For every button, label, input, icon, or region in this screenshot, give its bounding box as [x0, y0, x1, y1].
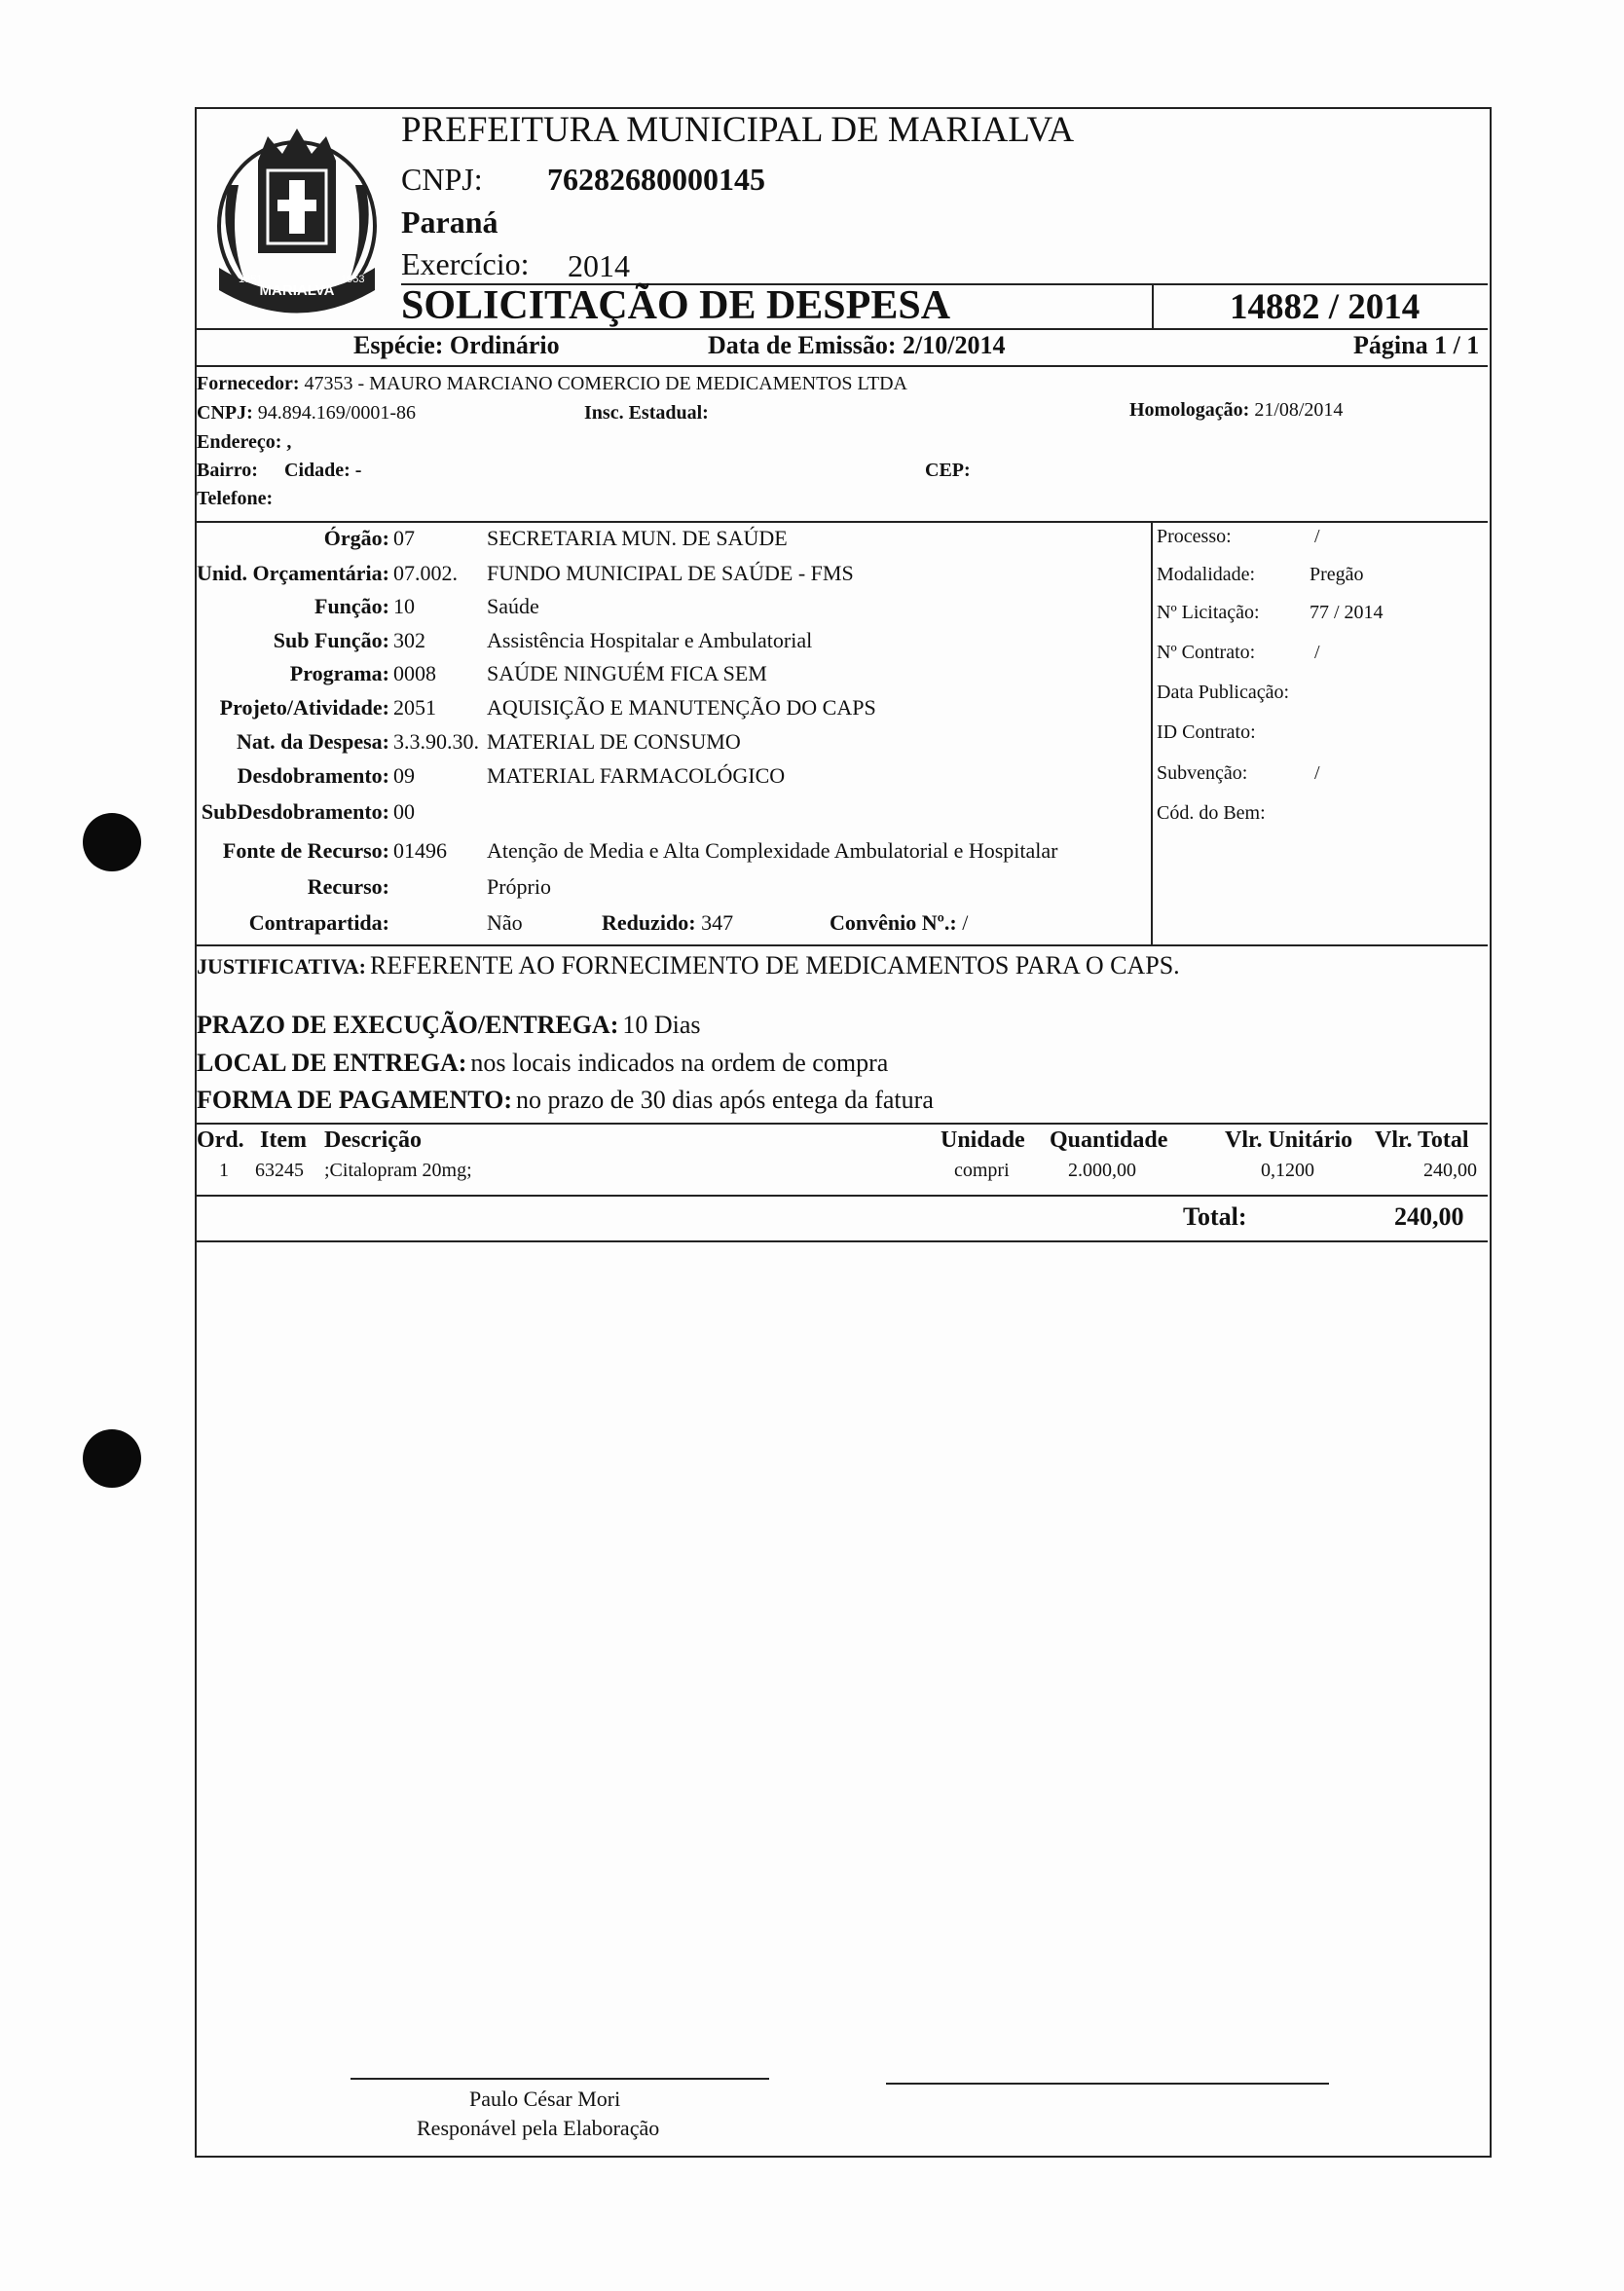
- insc-estadual-label: Insc. Estadual:: [584, 402, 709, 424]
- budget-code: 00: [393, 799, 415, 824]
- row-descricao: ;Citalopram 20mg;: [324, 1160, 472, 1181]
- exercise-value: 2014: [568, 248, 630, 283]
- budget-description: MATERIAL DE CONSUMO: [487, 729, 741, 754]
- col-header-quantidade: Quantidade: [1050, 1127, 1168, 1153]
- budget-code: 3.3.90.30.: [393, 729, 479, 754]
- budget-label: Fonte de Recurso:: [222, 838, 389, 863]
- total-label: Total:: [1183, 1202, 1247, 1231]
- budget-label: SubDesdobramento:: [201, 799, 389, 824]
- budget-label: Recurso:: [307, 874, 389, 899]
- supplier-cnpj-line: [197, 402, 416, 425]
- local-entrega: [197, 1049, 888, 1078]
- budget-code: 302: [393, 628, 425, 652]
- prazo-label: PRAZO DE EXECUÇÃO/ENTREGA:: [197, 1011, 619, 1039]
- budget-description: Assistência Hospitalar e Ambulatorial: [487, 628, 813, 652]
- budget-code: 2051: [393, 695, 436, 720]
- budget-label: Programa:: [289, 661, 389, 685]
- convenio-label: Convênio Nº.:: [830, 910, 957, 935]
- header-bottom-line: [195, 365, 1488, 367]
- budget-description: Saúde: [487, 594, 539, 618]
- supplier-label: Fornecedor:: [197, 373, 300, 394]
- especie: Espécie: Ordinário: [353, 331, 560, 359]
- forma-pagamento: [197, 1086, 934, 1115]
- conditions-bottom-line: [195, 1123, 1488, 1125]
- document-number: 14882 / 2014: [1230, 287, 1421, 327]
- endereco-label: Endereço: ,: [197, 431, 292, 453]
- budget-description: Atenção de Media e Alta Complexidade Ambulatorial e Hospitalar: [487, 838, 1058, 863]
- signer-role: Responável pela Elaboração: [417, 2116, 660, 2140]
- reduzido-value: 347: [701, 910, 734, 935]
- budget-description: MATERIAL FARMACOLÓGICO: [487, 763, 786, 788]
- process-label: Modalidade:: [1157, 564, 1256, 585]
- row-quantidade: 2.000,00: [1068, 1160, 1136, 1181]
- process-label: Nº Licitação:: [1157, 602, 1260, 623]
- process-value: /: [1314, 762, 1320, 784]
- emission-date: Data de Emissão: 2/10/2014: [708, 331, 1006, 359]
- col-header-unidade: Unidade: [941, 1127, 1025, 1153]
- state-name: Paraná: [401, 204, 498, 240]
- budget-label: Sub Função:: [273, 628, 389, 652]
- row-ord: 1: [219, 1160, 229, 1181]
- row-total: 240,00: [1423, 1160, 1477, 1181]
- homologacao-value: 21/08/2014: [1254, 399, 1344, 421]
- budget-description: SAÚDE NINGUÉM FICA SEM: [487, 661, 767, 685]
- col-header-item: Item: [260, 1127, 307, 1153]
- col-header-unitario: Vlr. Unitário: [1225, 1127, 1353, 1153]
- budget-description: SECRETARIA MUN. DE SAÚDE: [487, 526, 788, 550]
- signature-line-left: [351, 2078, 769, 2080]
- budget-label: Função:: [314, 594, 389, 618]
- process-value: 77 / 2014: [1310, 602, 1384, 623]
- supplier-bottom-line: [195, 521, 1488, 523]
- convenio: [830, 910, 968, 936]
- budget-bottom-line: [195, 944, 1488, 946]
- process-label: Cód. do Bem:: [1157, 802, 1266, 824]
- budget-label: Órgão:: [323, 526, 389, 550]
- document-title: SOLICITAÇÃO DE DESPESA: [401, 283, 951, 328]
- process-label: Data Publicação:: [1157, 682, 1290, 703]
- budget-code: 09: [393, 763, 415, 788]
- budget-label: Desdobramento:: [237, 763, 389, 788]
- municipal-seal: [200, 117, 394, 316]
- bairro-label: Bairro:: [197, 460, 258, 481]
- process-value: /: [1314, 642, 1320, 663]
- punch-hole-top: [83, 813, 141, 871]
- supplier-cnpj-value: 94.894.169/0001-86: [257, 402, 416, 424]
- title-bottom-line: [195, 328, 1488, 330]
- svg-text:1953: 1953: [341, 274, 365, 285]
- signature-line-right: [886, 2083, 1329, 2085]
- row-item: 63245: [255, 1160, 304, 1181]
- local-value: nos locais indicados na ordem de compra: [470, 1049, 889, 1077]
- budget-code: 0008: [393, 661, 436, 685]
- process-label: Subvenção:: [1157, 762, 1248, 784]
- municipality-name: PREFEITURA MUNICIPAL DE MARIALVA: [401, 110, 1075, 150]
- budget-description: AQUISIÇÃO E MANUTENÇÃO DO CAPS: [487, 695, 876, 720]
- title-divider: [1152, 283, 1154, 328]
- process-value: Pregão: [1310, 564, 1364, 585]
- prazo-entrega: [197, 1011, 701, 1040]
- reduzido-label: Reduzido:: [602, 910, 696, 935]
- total-value: 240,00: [1394, 1202, 1464, 1231]
- page-indicator: Página 1 / 1: [1353, 331, 1480, 359]
- cnpj-value: 76282680000145: [547, 162, 765, 197]
- budget-description: FUNDO MUNICIPAL DE SAÚDE - FMS: [487, 561, 854, 585]
- budget-code: 01496: [393, 838, 447, 863]
- process-divider: [1151, 522, 1153, 944]
- col-header-total: Vlr. Total: [1375, 1127, 1469, 1153]
- exercise-label: Exercício:: [401, 246, 530, 281]
- budget-label: Unid. Orçamentária:: [197, 561, 389, 585]
- budget-code: 07.002.: [393, 561, 458, 585]
- punch-hole-bottom: [83, 1429, 141, 1488]
- forma-label: FORMA DE PAGAMENTO:: [197, 1086, 513, 1114]
- convenio-value: /: [962, 910, 969, 935]
- process-value: /: [1314, 526, 1320, 547]
- budget-label: Contrapartida:: [248, 910, 389, 935]
- cnpj-label: CNPJ:: [401, 162, 483, 197]
- process-label: Processo:: [1157, 526, 1232, 547]
- cep-label: CEP:: [925, 460, 971, 481]
- reduzido: [602, 910, 733, 936]
- prazo-value: 10 Dias: [622, 1011, 701, 1039]
- table-bottom-line: [195, 1195, 1488, 1197]
- supplier-value: 47353 - MAURO MARCIANO COMERCIO DE MEDICAMENTOS LTDA: [304, 373, 907, 394]
- justificativa-label: JUSTIFICATIVA:: [197, 954, 367, 979]
- row-unitario: 0,1200: [1261, 1160, 1314, 1181]
- budget-code: 07: [393, 526, 415, 550]
- process-label: Nº Contrato:: [1157, 642, 1256, 663]
- process-label: ID Contrato:: [1157, 721, 1256, 743]
- budget-code: 10: [393, 594, 415, 618]
- budget-label: Projeto/Atividade:: [219, 695, 389, 720]
- supplier-cnpj-label: CNPJ:: [197, 402, 253, 424]
- total-bottom-line: [195, 1240, 1488, 1242]
- justificativa: [197, 951, 1180, 980]
- budget-description: Não: [487, 910, 523, 935]
- telefone-label: Telefone:: [197, 488, 274, 509]
- col-header-descricao: Descrição: [324, 1127, 422, 1153]
- homologacao-label: Homologação:: [1129, 399, 1250, 421]
- budget-label: Nat. da Despesa:: [236, 729, 389, 754]
- budget-description: Próprio: [487, 874, 551, 899]
- row-unidade: compri: [954, 1160, 1010, 1181]
- signer-name: Paulo César Mori: [469, 2087, 621, 2111]
- forma-value: no prazo de 30 dias após entega da fatura: [516, 1086, 934, 1114]
- local-label: LOCAL DE ENTREGA:: [197, 1049, 467, 1077]
- svg-text:MARIALVA: MARIALVA: [259, 282, 335, 299]
- justificativa-value: REFERENTE AO FORNECIMENTO DE MEDICAMENTOS PARA O CAPS.: [370, 951, 1180, 979]
- col-header-ord: Ord.: [197, 1127, 244, 1153]
- homologacao-line: [1129, 399, 1343, 422]
- supplier-line: [197, 373, 907, 395]
- cidade-label: Cidade: -: [284, 460, 362, 481]
- svg-text:1951: 1951: [239, 274, 263, 285]
